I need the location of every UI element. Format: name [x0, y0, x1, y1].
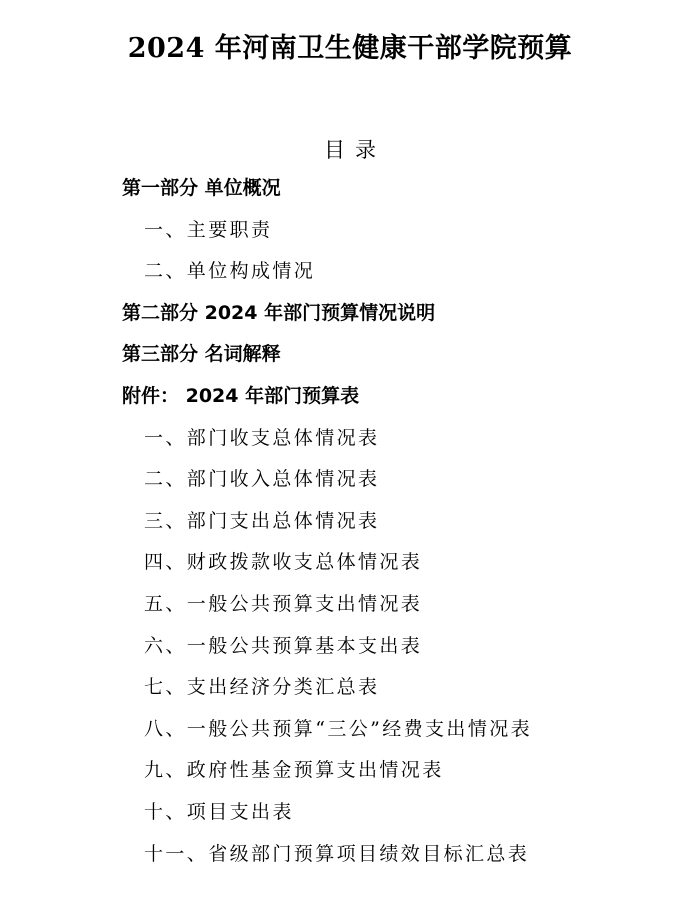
- toc-part-heading: 附件： 2024 年部门预算表: [122, 384, 360, 407]
- toc-sub-item: 九、政府性基金预算支出情况表: [144, 759, 444, 782]
- toc-part-heading: 第一部分 单位概况: [122, 177, 281, 199]
- toc-sub-item: 二、单位构成情况: [144, 260, 316, 283]
- toc-part-heading: 第二部分 2024 年部门预算情况说明: [122, 301, 436, 324]
- toc-heading: 目录: [324, 138, 386, 162]
- toc-sub-item: 四、财政拨款收支总体情况表: [144, 551, 423, 574]
- toc-sub-item: 八、一般公共预算“三公”经费支出情况表: [144, 717, 533, 740]
- toc-sub-item: 十一、省级部门预算项目绩效目标汇总表: [144, 842, 530, 865]
- toc-sub-item: 十、项目支出表: [144, 800, 294, 823]
- toc-sub-item: 一、主要职责: [144, 218, 273, 241]
- toc-sub-item: 六、一般公共预算基本支出表: [144, 634, 423, 657]
- toc-sub-item: 二、部门收入总体情况表: [144, 468, 380, 491]
- toc-part-heading: 第三部分 名词解释: [122, 343, 281, 366]
- toc-sub-item: 五、一般公共预算支出情况表: [144, 592, 423, 615]
- toc-sub-item: 一、部门收支总体情况表: [144, 426, 380, 449]
- toc-sub-item: 三、部门支出总体情况表: [144, 509, 380, 532]
- toc-list: [0, 168, 700, 875]
- toc-sub-item: 七、支出经济分类汇总表: [144, 676, 380, 699]
- document-title: 2024 年河南卫生健康干部学院预算: [127, 33, 573, 64]
